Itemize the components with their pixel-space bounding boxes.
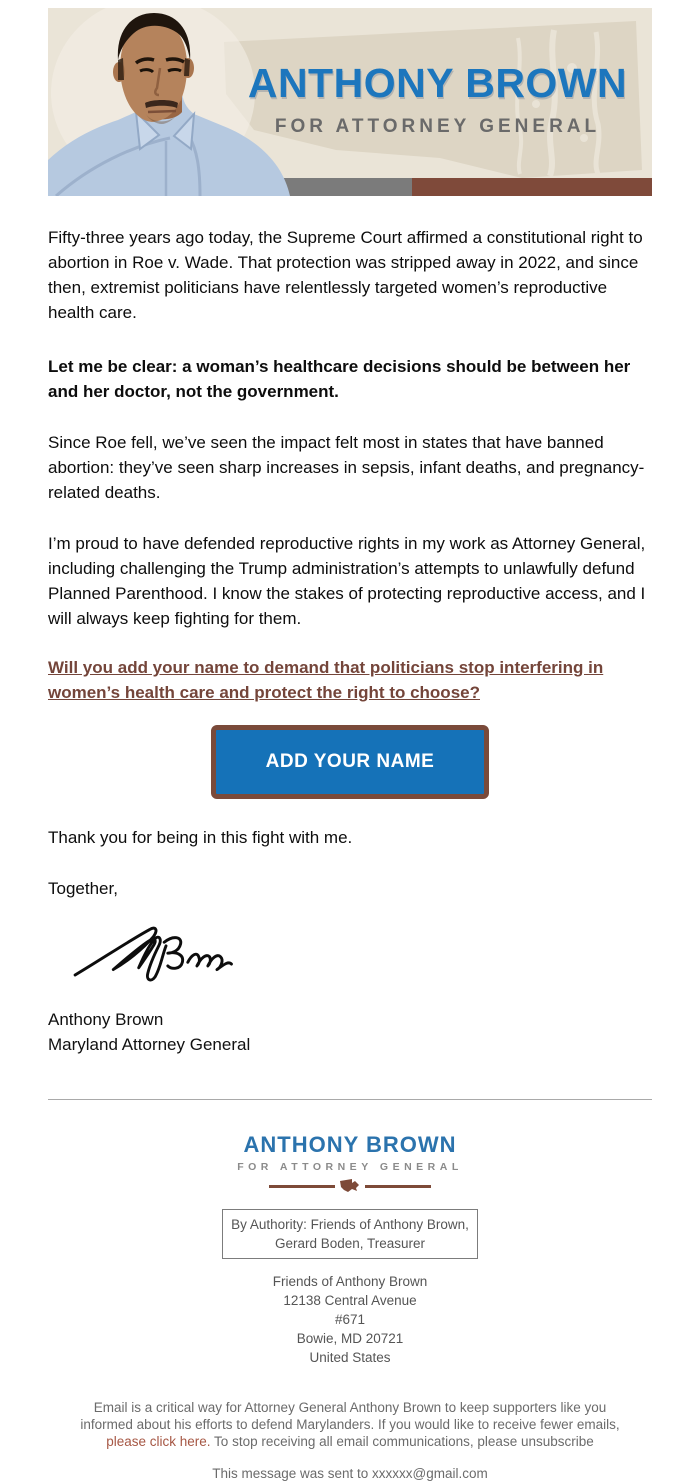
signature-image xyxy=(56,915,276,995)
signer-name: Anthony Brown xyxy=(48,1010,164,1029)
authority-box xyxy=(222,1209,478,1259)
add-your-name-button[interactable]: ADD YOUR NAME xyxy=(211,725,489,799)
footer-logo-tagline: FOR ATTORNEY GENERAL xyxy=(237,1161,463,1173)
authority-line-1: By Authority: Friends of Anthony Brown, xyxy=(231,1217,469,1232)
signer-block xyxy=(48,1007,652,1057)
disclaimer-text-2: To stop receiving all email communications, please unsubscribe xyxy=(210,1434,594,1449)
rule-bar-left xyxy=(269,1185,335,1188)
paragraph-together: Together, xyxy=(48,879,118,898)
disclaimer-text-1: Email is a critical way for Attorney General Anthony Brown to keep supporters like you informed about his efforts to defend Marylanders. If you would like to receive fewer emails, xyxy=(80,1400,620,1432)
paragraph-roe-anniversary: Fifty-three years ago today, the Supreme Court affirmed a constitutional right to abortion in Roe v. Wade. That protection was stripped away in 2022, and since then, extremist politicians have relentlessly targeted women’s reproductive health care. xyxy=(48,228,643,322)
divider xyxy=(48,1099,652,1100)
banner-tagline: FOR ATTORNEY GENERAL xyxy=(274,116,601,137)
signer-title: Maryland Attorney General xyxy=(48,1035,251,1054)
address-line: #671 xyxy=(334,1312,366,1327)
email-body xyxy=(48,0,652,1481)
button-row xyxy=(48,725,652,799)
sent-to-line: This message was sent to xxxxxx@gmail.com xyxy=(212,1466,488,1481)
maryland-state-icon xyxy=(340,1179,360,1193)
footer-logo xyxy=(48,1132,652,1193)
footer-logo-rule xyxy=(48,1179,652,1193)
footer-logo-name: ANTHONY BROWN xyxy=(243,1132,457,1157)
address-line: Friends of Anthony Brown xyxy=(272,1274,428,1289)
email-disclaimer xyxy=(70,1399,630,1450)
mailing-address xyxy=(48,1272,652,1367)
address-line: Bowie, MD 20721 xyxy=(296,1331,404,1346)
rule-bar-right xyxy=(365,1185,431,1188)
paragraph-proud-defended: I’m proud to have defended reproductive rights in my work as Attorney General, including challenging the Trump administration’s attempts to unlawfully defund Planned Parenthood. I know the stakes of protecting reproductive access, and I will always keep fighting for them. xyxy=(48,534,646,628)
authority-line-2: Gerard Boden, Treasurer xyxy=(274,1236,426,1251)
address-line: United States xyxy=(309,1350,391,1365)
address-line: 12138 Central Avenue xyxy=(283,1293,417,1308)
fewer-emails-link[interactable]: please click here. xyxy=(106,1434,211,1449)
header-banner xyxy=(48,8,652,196)
paragraph-since-roe: Since Roe fell, we’ve seen the impact felt most in states that have banned abortion: they’ve seen sharp increases in sepsis, infant deaths, and pregnancy-related deaths. xyxy=(48,433,645,502)
banner-candidate-name: ANTHONY BROWN xyxy=(247,60,628,106)
add-your-name-link[interactable]: Will you add your name to demand that politicians stop interfering in women’s health care and protect the right to choose? xyxy=(48,658,604,702)
paragraph-thanks: Thank you for being in this fight with me. xyxy=(48,828,353,847)
paragraph-be-clear: Let me be clear: a woman’s healthcare decisions should be between her and her doctor, not the government. xyxy=(48,357,631,401)
